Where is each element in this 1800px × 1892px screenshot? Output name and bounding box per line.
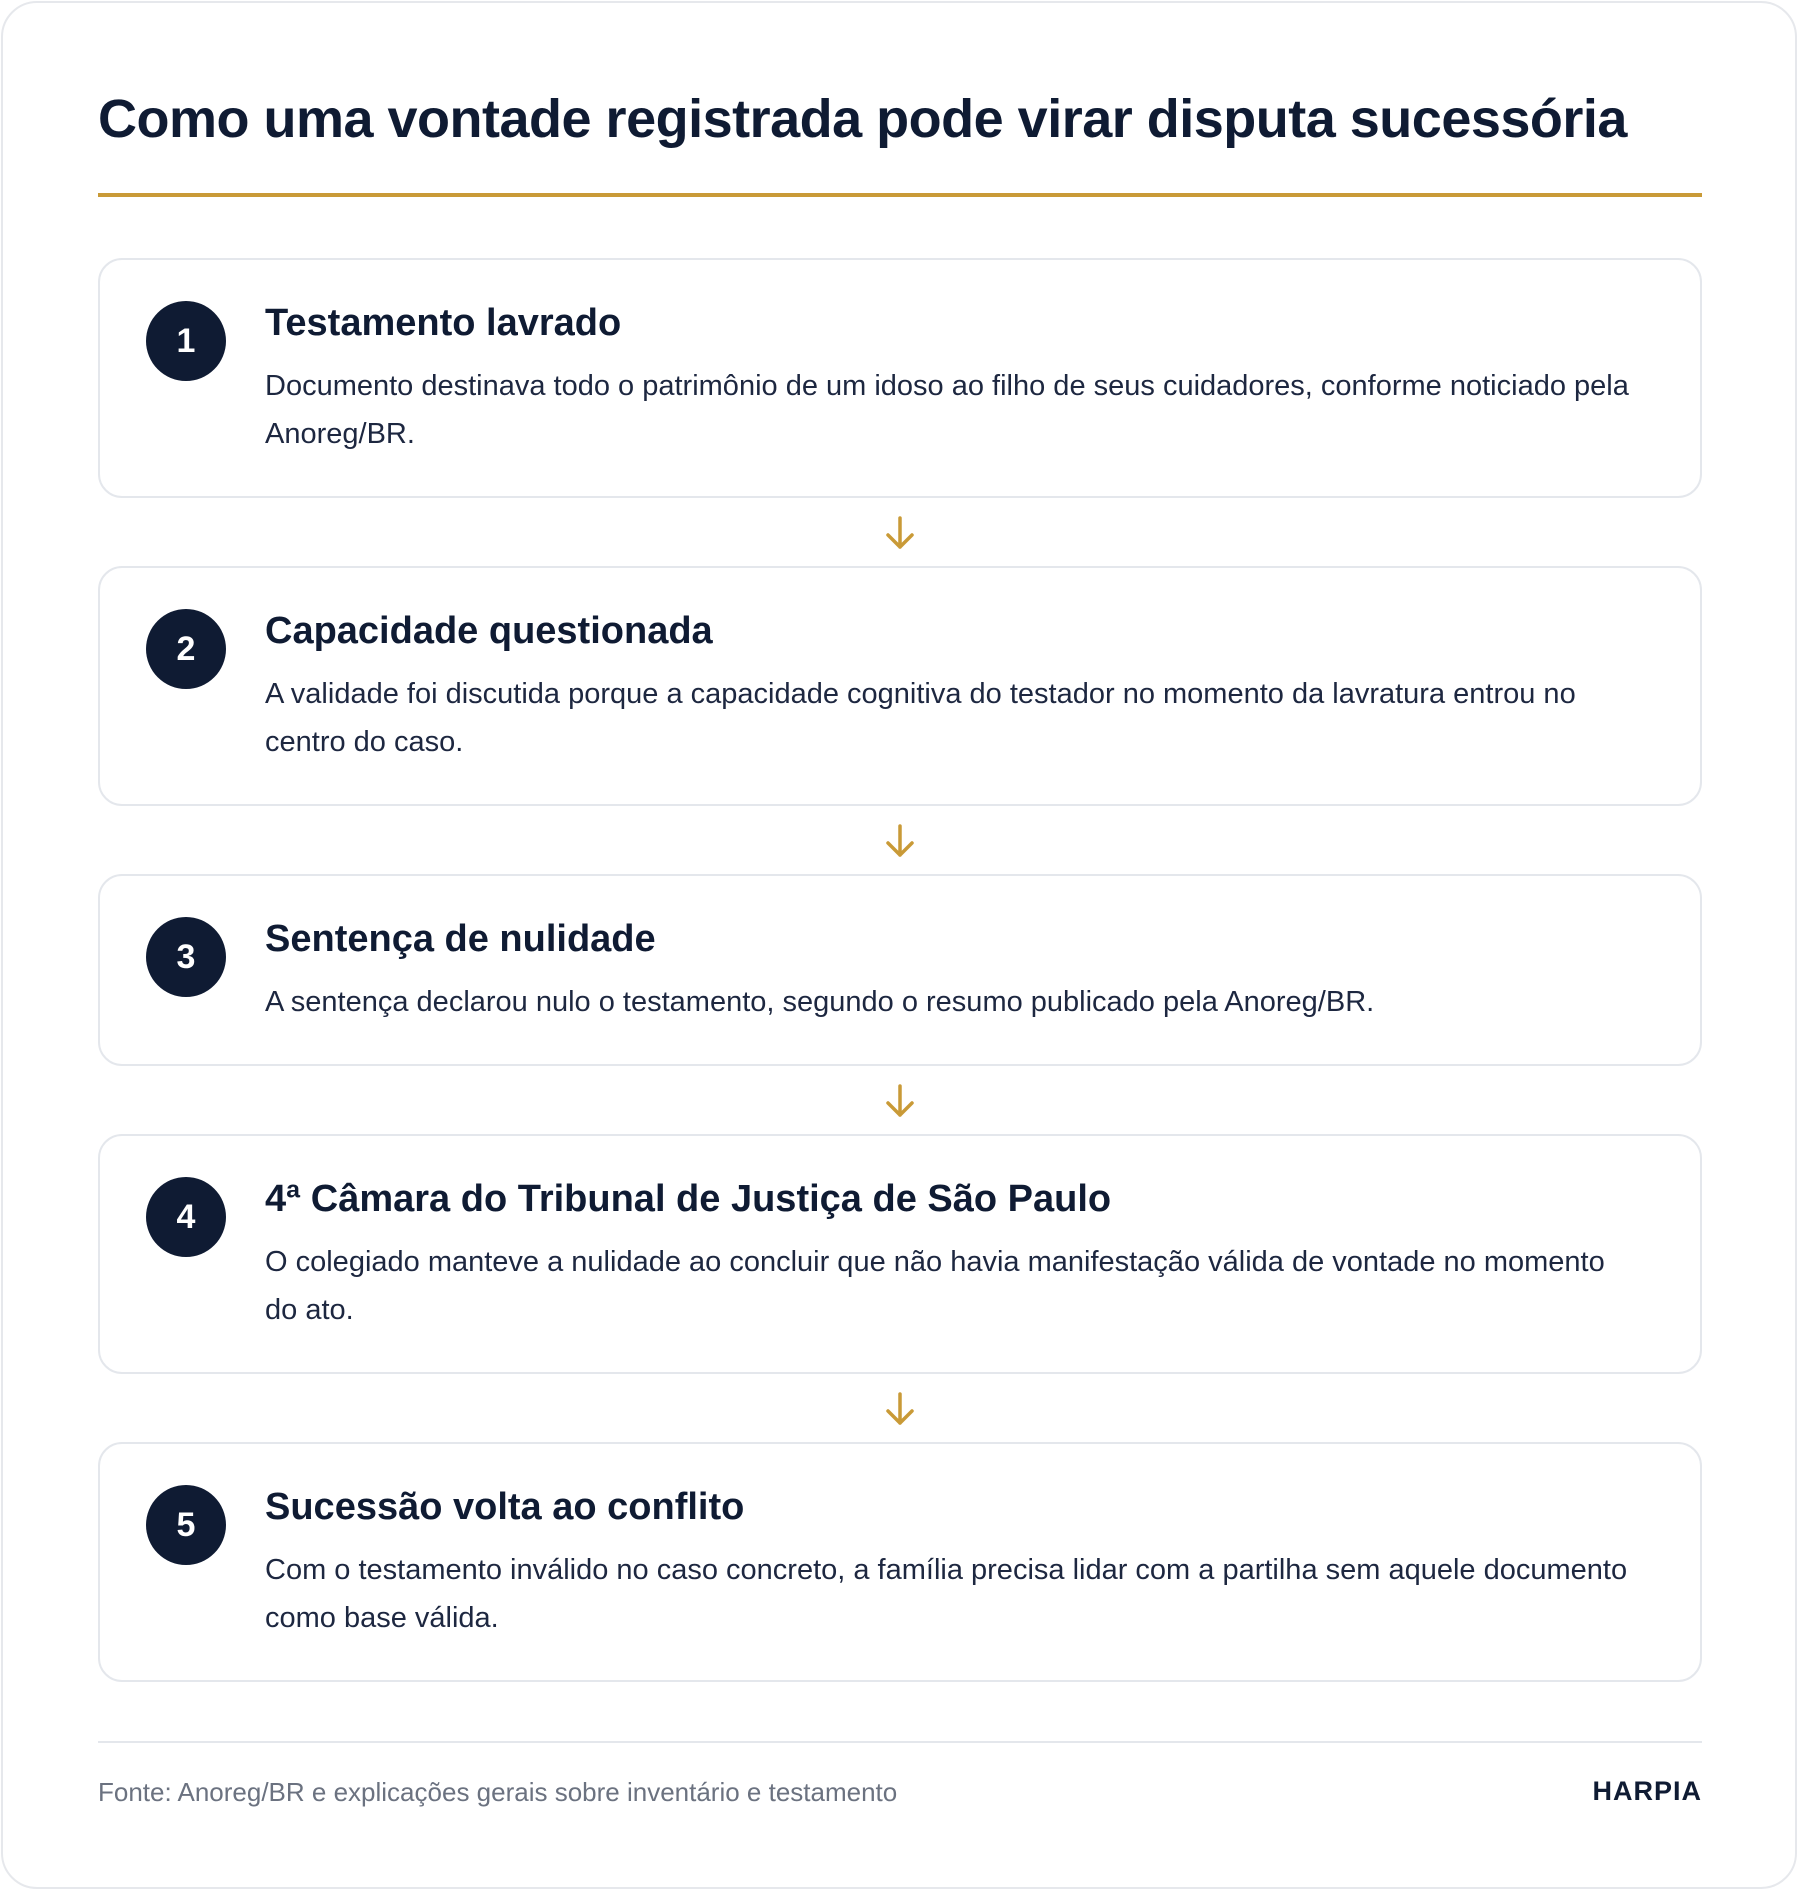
footer-divider — [98, 1741, 1702, 1743]
step-card-3 — [98, 874, 1702, 1066]
step-number-badge: 2 — [146, 609, 226, 689]
page-title: Como uma vontade registrada pode virar disputa sucessória — [98, 89, 1627, 149]
step-card-1 — [98, 258, 1702, 498]
step-title: 4ª Câmara do Tribunal de Justiça de São Paulo — [265, 1178, 1112, 1220]
arrow-down-icon — [884, 823, 916, 859]
title-divider — [98, 193, 1702, 197]
arrow-down-icon — [884, 515, 916, 551]
step-title: Testamento lavrado — [265, 302, 622, 344]
step-title: Sentença de nulidade — [265, 918, 656, 960]
step-title: Sucessão volta ao conflito — [265, 1486, 745, 1528]
step-number-badge: 3 — [146, 917, 226, 997]
step-number-badge: 4 — [146, 1177, 226, 1257]
step-card-2 — [98, 566, 1702, 806]
step-description: A sentença declarou nulo o testamento, segundo o resumo publicado pela Anoreg/BR. — [265, 986, 1375, 1018]
step-title: Capacidade questionada — [265, 610, 713, 652]
step-description: O colegiado manteve a nulidade ao concluir que não havia manifestação válida de vontade no momento do ato. — [265, 1246, 1605, 1326]
arrow-down-icon — [884, 1083, 916, 1119]
arrow-down-icon — [884, 1391, 916, 1427]
step-description: Documento destinava todo o patrimônio de um idoso ao filho de seus cuidadores, conforme noticiado pela Anoreg/BR. — [265, 370, 1629, 450]
source-note: Fonte: Anoreg/BR e explicações gerais sobre inventário e testamento — [98, 1777, 898, 1807]
step-card-4 — [98, 1134, 1702, 1374]
step-number-badge: 5 — [146, 1485, 226, 1565]
step-description: Com o testamento inválido no caso concreto, a família precisa lidar com a partilha sem aquele documento como base válida. — [265, 1554, 1628, 1634]
step-number-badge: 1 — [146, 301, 226, 381]
step-card-5 — [98, 1442, 1702, 1682]
step-description: A validade foi discutida porque a capacidade cognitiva do testador no momento da lavratura entrou no centro do caso. — [265, 678, 1576, 758]
brand-logo: HARPIA — [1592, 1776, 1702, 1806]
